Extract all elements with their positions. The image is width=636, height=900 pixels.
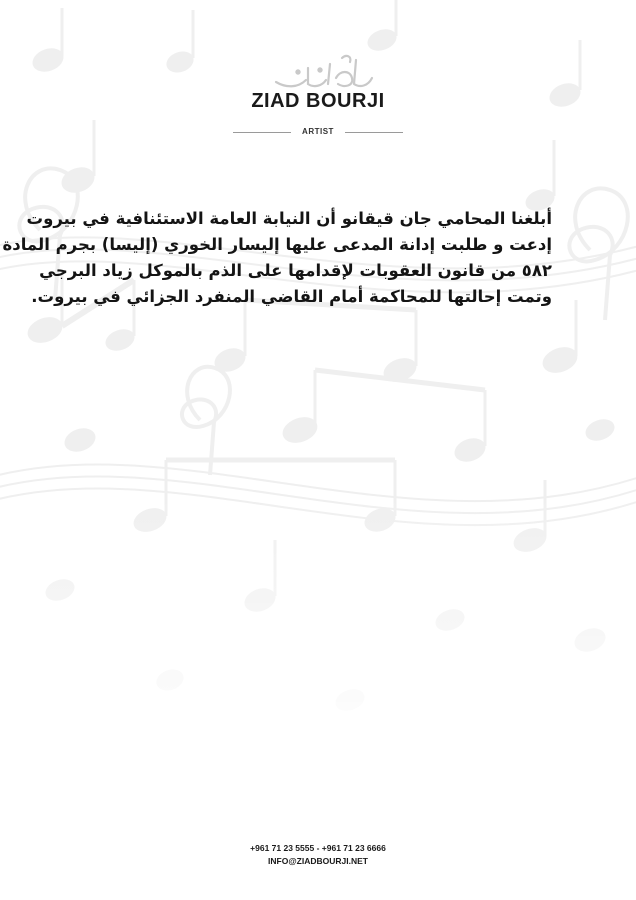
statement-line: إدعت و طلبت إدانة المدعى عليها إليسار الخوري (إليسا) بجرم المادة <box>2 235 552 254</box>
brand-name: ZIAD BOURJI <box>251 90 385 112</box>
statement-body <box>2 206 552 310</box>
statement-line: أبلغنا المحامي جان قيقانو أن النيابة العامة الاستئنافية في بيروت <box>26 209 552 228</box>
contact-phones: +961 71 23 5555 - +961 71 23 6666 <box>250 843 386 853</box>
contact-email: INFO@ZIADBOURJI.NET <box>268 856 368 866</box>
statement-line: ٥٨٢ من قانون العقوبات لإقدامها على الذم بالموكل زياد البرجي <box>39 261 552 280</box>
letterhead-footer <box>0 842 636 868</box>
tagline-row <box>0 125 636 139</box>
tagline-divider-right <box>345 132 403 133</box>
letterhead-header <box>0 40 636 150</box>
statement-line: وتمت إحالتها للمحاكمة أمام القاضي المنفرد الجزائي في بيروت. <box>31 287 552 306</box>
tagline-divider-left <box>233 132 291 133</box>
tagline: ARTIST <box>302 127 334 136</box>
